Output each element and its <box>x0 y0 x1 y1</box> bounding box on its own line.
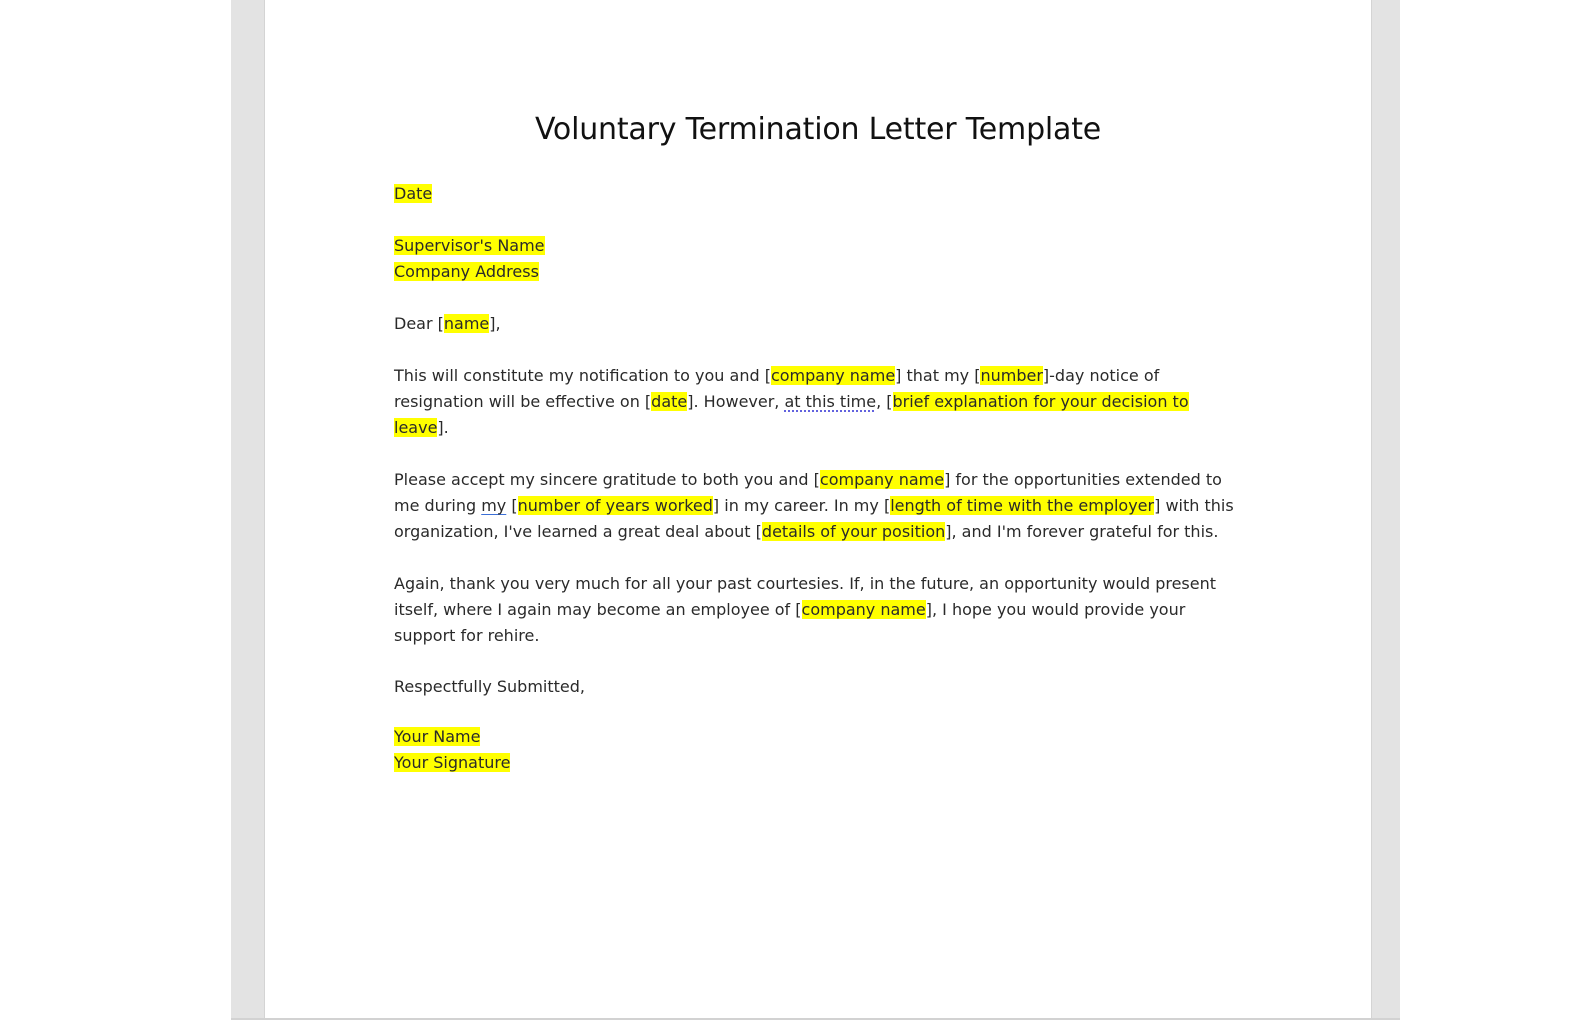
salutation-name-placeholder: name <box>443 314 490 333</box>
salutation: Dear [name], <box>394 314 501 333</box>
paragraph-gratitude: Please accept my sincere gratitude to both you and [company name] for the opportunities extended to me during my [number of years worked] in my career. In my [length of time with the employer] with this organization, I've learned a great deal about [details of your position], and I'm forever grateful for this. <box>394 470 1234 541</box>
paragraph-notice: This will constitute my notification to you and [company name] that my [number]-day notice of resignation will be effective on [date]. However, at this time, [brief explanation for your decision to leave]. <box>394 366 1189 437</box>
spelling-flag[interactable]: my <box>481 496 507 515</box>
grammar-flag[interactable]: at this time <box>784 392 877 411</box>
explanation-placeholder: brief explanation for your decision to <box>892 392 1189 411</box>
page-title: Voluntary Termination Letter Template <box>534 112 1102 147</box>
position-details-placeholder: details of your position <box>761 522 946 541</box>
date-inline-placeholder: date <box>651 392 688 411</box>
paragraph-rehire: Again, thank you very much for all your past courtesies. If, in the future, an opportunity would present itself, where I again may become an employee of [company name], I hope you would provide your support for rehire. <box>394 574 1217 645</box>
number-placeholder: number <box>980 366 1043 385</box>
company-address-placeholder: Company Address <box>394 262 539 281</box>
date-placeholder: Date <box>394 184 433 203</box>
supervisor-name-placeholder: Supervisor's Name <box>394 236 545 255</box>
length-of-time-placeholder: length of time with the employer <box>890 496 1155 515</box>
recipient-block <box>394 233 1244 285</box>
company-name-placeholder: company name <box>819 470 945 489</box>
closing: Respectfully Submitted, <box>394 677 585 696</box>
company-name-placeholder: company name <box>801 600 926 619</box>
document-page <box>264 0 1372 1018</box>
years-worked-placeholder: number of years worked <box>517 496 713 515</box>
explanation-placeholder-cont: leave <box>394 418 438 437</box>
date-line <box>394 181 1244 207</box>
your-name-placeholder: Your Name <box>394 727 481 746</box>
your-signature-placeholder: Your Signature <box>394 753 511 772</box>
company-name-placeholder: company name <box>770 366 896 385</box>
signature-block <box>394 724 1244 776</box>
